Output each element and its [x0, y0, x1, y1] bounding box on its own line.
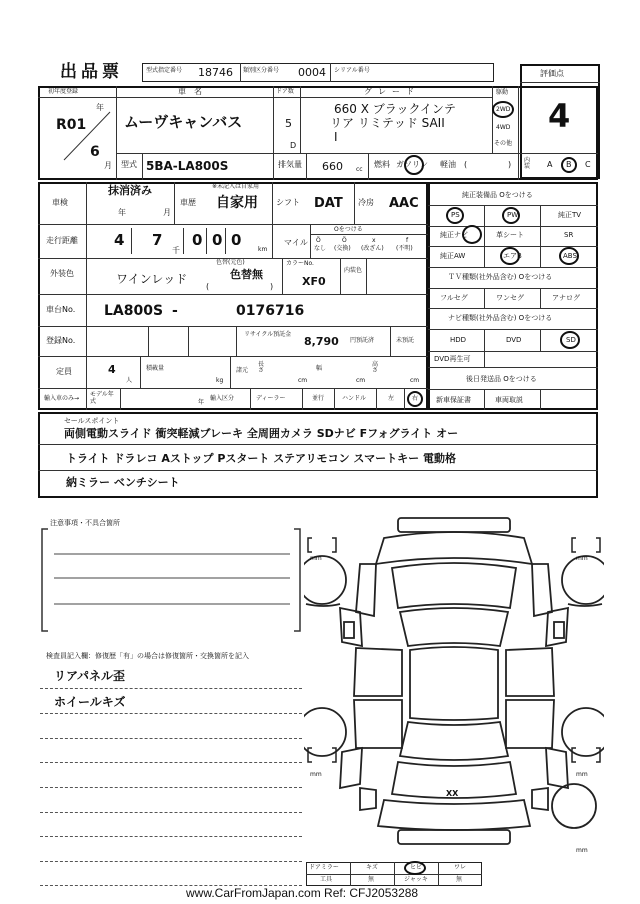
load-label: 積載量	[146, 365, 165, 372]
interior-color-label: 内装色	[344, 267, 363, 274]
divider	[428, 329, 598, 330]
divider	[236, 326, 237, 356]
divider	[428, 389, 598, 390]
grade-line3: I	[334, 130, 338, 144]
divider	[86, 224, 87, 258]
divider	[300, 86, 301, 153]
divider	[368, 153, 369, 180]
first-reg-diagonal	[62, 110, 112, 162]
divider	[428, 288, 598, 289]
divider	[428, 226, 598, 227]
repaint-label: 色替(元色)	[216, 259, 245, 266]
mileage-opt2: (交換)	[334, 245, 351, 252]
navi-hdd: HDD	[450, 336, 467, 344]
divider	[404, 388, 405, 410]
spec-block	[38, 182, 428, 410]
fuel-label: 燃料	[374, 160, 390, 169]
option-sr: SR	[564, 231, 574, 239]
break-header: ワレ	[454, 864, 467, 871]
grade-line2: リア リミテッド SAII	[330, 116, 445, 130]
options-title: 純正装備品 Oをつける	[462, 191, 533, 199]
damage-mark-xx: XX	[446, 789, 459, 798]
month-unit: 月	[104, 161, 112, 170]
inspection-value: 抹消済み	[108, 184, 152, 197]
class-label: 類別区分番号	[243, 67, 280, 74]
shift-label: シフト	[276, 198, 300, 207]
capacity-unit: 人	[126, 377, 133, 384]
class-value: 0004	[298, 66, 326, 79]
divider	[306, 153, 307, 180]
odometer-digit-2: 7	[152, 231, 163, 249]
handle-right-circle	[407, 391, 423, 407]
ac-label: 冷房	[358, 198, 374, 207]
recycle-unit: 円預託済	[350, 337, 375, 344]
import-label: 輸入車のみ→	[44, 395, 80, 402]
inspection-year-unit: 年	[118, 208, 126, 217]
mileage-opt3: (改ざん)	[361, 245, 384, 252]
model-year-unit: 年	[198, 399, 205, 406]
recycle-label: リサイクル預託金	[244, 331, 292, 338]
divider	[484, 389, 485, 410]
divider	[120, 388, 121, 410]
later-manual: 車両取説	[495, 396, 523, 404]
divider	[520, 82, 600, 83]
option-airbag: エアB	[503, 252, 522, 260]
mileage-opt2-mark: Ö	[342, 237, 347, 244]
divider	[484, 205, 485, 267]
mm-rear-right: mm	[576, 771, 588, 778]
interior-label: 内装	[524, 157, 531, 170]
digit-sep	[131, 228, 132, 254]
doors-label: ドア数	[276, 88, 294, 95]
mileage-opt3-mark: x	[372, 237, 376, 244]
capacity-value: 4	[108, 363, 116, 376]
scratch-header: キズ	[366, 864, 378, 871]
import-parallel: 並行	[312, 395, 325, 402]
divider	[484, 351, 485, 367]
divider	[390, 326, 391, 356]
divider	[86, 388, 87, 410]
car-name-label: 車名	[178, 87, 210, 96]
interior-b-circle	[561, 157, 577, 173]
inspector-entry-1: リアパネル歪	[54, 669, 126, 683]
mileage-opt4: (不明)	[396, 245, 413, 252]
length-unit: cm	[298, 377, 308, 384]
divider	[38, 356, 428, 357]
tools-value: 無	[368, 876, 375, 883]
option-ps: PS	[451, 211, 460, 219]
note-line	[40, 812, 302, 813]
divider	[484, 288, 485, 308]
fuel-paren-open: (	[464, 160, 468, 169]
first-reg-label: 初年度登録	[48, 88, 79, 95]
divider	[188, 326, 189, 356]
sales-points-label: セールスポイント	[64, 417, 120, 425]
inspection-label: 車検	[52, 198, 68, 207]
dimensions-label: 諸元	[236, 367, 249, 374]
jack-label: ジャッキ	[404, 876, 428, 883]
option-abs: ABS	[563, 252, 577, 260]
tv-full: フルセグ	[440, 294, 468, 302]
navi-type-title: ナビ種類(社外品含む) Oをつける	[448, 314, 553, 322]
option-ps-circle	[446, 207, 464, 224]
divider	[272, 224, 273, 258]
option-abs-circle	[559, 247, 579, 265]
divider	[492, 86, 493, 153]
divider	[428, 351, 598, 352]
divider	[86, 326, 87, 356]
option-leather: 革シート	[496, 231, 524, 239]
divider	[116, 86, 117, 180]
divider	[366, 258, 367, 294]
drive-other: その他	[494, 140, 513, 147]
divider	[310, 234, 428, 235]
recycle-unpaid: 未預託	[396, 337, 415, 344]
divider	[140, 356, 141, 388]
type-value: 5BA-LA800S	[146, 159, 229, 173]
sales-line2: トライト ドラレコ Aストップ Pスタート ステアリモコン スマートキー 電動格	[66, 452, 457, 465]
recycle-value: 8,790	[304, 335, 339, 348]
divider	[86, 356, 87, 388]
history-value: 自家用	[216, 195, 258, 211]
mileage-opt4-mark: f	[406, 237, 409, 244]
inspector-label: 検査員記入欄：修復歴「有」の場合は修復箇所・交換箇所を記入	[46, 652, 249, 660]
divider	[86, 182, 87, 224]
divider	[38, 294, 428, 295]
model-year-label: モデル年式	[90, 391, 114, 406]
divider	[38, 97, 492, 98]
later-title: 後日発送品 Oをつける	[466, 375, 537, 383]
divider	[142, 153, 143, 180]
inspector-entry-2: ホイールキズ	[54, 695, 126, 709]
note-line	[40, 688, 302, 689]
chassis-number: 0176716	[236, 303, 305, 319]
fuel-gasoline: ガソリン	[396, 160, 428, 169]
car-damage-diagram	[304, 508, 604, 858]
option-navi: 純正ナビ	[440, 231, 468, 239]
watermark: www.CarFromJapan.com Ref: CFJ2053288	[186, 886, 419, 900]
tv-type-title: ＴＶ種類(社外品含む) Oをつける	[448, 273, 553, 281]
mm-front-left: mm	[310, 555, 322, 562]
odometer-digit-4: 0	[212, 231, 223, 249]
divider	[230, 356, 231, 388]
navi-sd-circle	[560, 331, 580, 349]
divider	[394, 862, 395, 886]
divider	[272, 182, 273, 224]
mm-spare: mm	[576, 847, 588, 854]
mileage-circle-note: Oをつける	[334, 226, 363, 233]
dvd-player: DVD再生可	[434, 355, 471, 363]
width-label: 幅	[316, 365, 323, 372]
note-line	[40, 787, 302, 788]
color-value: ワインレッド	[116, 272, 188, 286]
chassis-label: 車台No.	[46, 305, 76, 314]
tv-analog: アナログ	[552, 294, 580, 302]
caution-box	[40, 527, 302, 633]
divider	[38, 444, 598, 445]
divider	[428, 267, 598, 268]
fuel-paren-close: )	[508, 160, 512, 169]
note-line	[40, 713, 302, 714]
sheet-title: 出品票	[60, 62, 123, 82]
color-no-value: XF0	[302, 275, 326, 288]
color-no-label: カラーNo.	[286, 260, 314, 267]
divider	[240, 63, 241, 82]
odometer-digit-5: 0	[231, 231, 242, 249]
drive-2wd-circle	[492, 101, 514, 118]
divider	[428, 367, 598, 368]
drive-label: 駆動	[496, 89, 509, 96]
digit-sep	[206, 228, 207, 254]
option-tv: 純正TV	[558, 211, 582, 219]
divider	[330, 63, 331, 82]
drive-2wd: 2WD	[496, 106, 511, 113]
divider	[350, 862, 351, 886]
interior-b: B	[566, 160, 572, 169]
option-navi-circle	[462, 225, 482, 244]
doors-value: 5	[285, 117, 292, 130]
load-unit: kg	[216, 377, 224, 384]
crack-circle	[404, 861, 426, 875]
mileage-opt1: なし	[314, 245, 327, 252]
divider	[116, 153, 598, 154]
mm-front-right: mm	[576, 555, 588, 562]
divider	[86, 258, 87, 294]
note-line	[40, 836, 302, 837]
shift-value: DAT	[314, 196, 343, 211]
divider	[174, 182, 175, 224]
width-unit: cm	[356, 377, 366, 384]
caution-label: 注意事項・不具合箇所	[50, 519, 120, 527]
divider	[428, 205, 598, 206]
year-unit: 年	[96, 103, 104, 112]
divider	[273, 86, 274, 153]
km-unit: km	[258, 246, 268, 253]
inspection-month-unit: 月	[163, 208, 171, 217]
handle-left: 左	[388, 395, 395, 402]
option-airbag-circle	[500, 247, 520, 265]
divider	[250, 388, 251, 410]
divider	[38, 224, 428, 225]
divider	[310, 224, 311, 258]
divider	[86, 294, 87, 326]
odometer-digit-1: 4	[114, 231, 125, 249]
car-name-value: ムーヴキャンバス	[124, 113, 243, 131]
fuel-diesel: 軽油	[440, 160, 456, 169]
interior-c: C	[585, 160, 591, 169]
type-label: 型式	[121, 160, 137, 169]
note-line	[40, 861, 302, 862]
height-unit: cm	[410, 377, 420, 384]
import-dealer: ディーラー	[256, 395, 286, 402]
import-type-label: 輸入区分	[210, 395, 235, 402]
digit-sep	[183, 228, 184, 254]
divider	[540, 329, 541, 351]
handle-label: ハンドル	[342, 395, 367, 402]
divider	[354, 182, 355, 224]
registration-label: 登録No.	[46, 336, 76, 345]
divider	[428, 308, 598, 309]
length-label: 長さ	[258, 361, 265, 374]
displacement-value: 660	[322, 160, 343, 173]
doors-unit: D	[290, 141, 297, 150]
divider	[540, 288, 541, 308]
repaint-paren-close: )	[270, 282, 274, 291]
history-label: 車歴	[180, 198, 196, 207]
score-value: 4	[548, 97, 571, 135]
tools-label: 工具	[320, 876, 333, 883]
option-aw: 純正AW	[440, 252, 466, 260]
mileage-label: 走行距離	[46, 236, 78, 245]
divider	[540, 389, 541, 410]
color-label: 外装色	[50, 269, 74, 278]
first-reg-month: 6	[90, 144, 100, 160]
repaint-paren-open: (	[206, 282, 210, 291]
height-label: 高さ	[372, 361, 379, 374]
option-pw-circle	[502, 207, 520, 224]
digit-sep	[225, 228, 226, 254]
grade-line1: 660 X ブラックインテ	[334, 102, 456, 116]
grade-label: グレード	[364, 87, 420, 96]
model-cert-value: 18746	[198, 66, 233, 79]
crack-header: ヒビ	[410, 864, 423, 871]
first-reg-year: R01	[56, 117, 87, 133]
displacement-unit: cc	[356, 166, 363, 173]
navi-sd: SD	[566, 336, 576, 344]
divider	[273, 153, 274, 180]
divider	[340, 258, 341, 294]
divider	[38, 326, 428, 327]
mirror-header: ドアミラー	[309, 864, 339, 871]
divider	[518, 86, 519, 153]
divider	[38, 470, 598, 471]
drive-4wd: 4WD	[496, 124, 511, 131]
divider	[148, 326, 149, 356]
score-label: 評価点	[540, 69, 564, 78]
divider	[518, 153, 519, 180]
interior-a: A	[547, 160, 553, 169]
divider	[438, 862, 439, 886]
sales-line1: 両側電動スライド 衝突軽減ブレーキ 全周囲カメラ SDナビ Fフォグライト オー	[64, 427, 459, 440]
ac-value: AAC	[389, 196, 419, 211]
displacement-label: 排気量	[278, 160, 302, 169]
handle-right: 右	[412, 395, 419, 402]
note-line	[40, 762, 302, 763]
divider	[38, 388, 428, 389]
model-cert-label: 型式指定番号	[146, 67, 183, 74]
fuel-gasoline-circle	[404, 155, 424, 175]
tv-one: ワンセグ	[496, 294, 524, 302]
divider	[376, 388, 377, 410]
capacity-label: 定員	[56, 367, 72, 376]
mile-label: マイル	[284, 238, 308, 247]
serial-label: シリアル番号	[334, 67, 370, 74]
mm-rear-left: mm	[310, 771, 322, 778]
divider	[484, 329, 485, 351]
navi-dvd: DVD	[506, 336, 522, 344]
divider	[282, 258, 283, 294]
history-note: ※未記入は自家用	[212, 183, 260, 190]
note-line	[40, 738, 302, 739]
divider	[540, 205, 541, 267]
divider	[334, 388, 335, 410]
mileage-opt1-mark: Ö	[316, 237, 321, 244]
thousand-unit: 千	[172, 246, 180, 255]
chassis-prefix: LA800S	[104, 303, 164, 319]
option-pw: PW	[507, 211, 519, 219]
sales-line3: 納ミラー ベンチシート	[66, 476, 180, 489]
divider	[302, 388, 303, 410]
odometer-digit-3: 0	[192, 231, 203, 249]
chassis-dash: -	[172, 303, 178, 319]
repaint-value: 色替無	[230, 268, 263, 281]
later-warranty: 新車保証書	[436, 396, 471, 404]
jack-value: 無	[456, 876, 463, 883]
